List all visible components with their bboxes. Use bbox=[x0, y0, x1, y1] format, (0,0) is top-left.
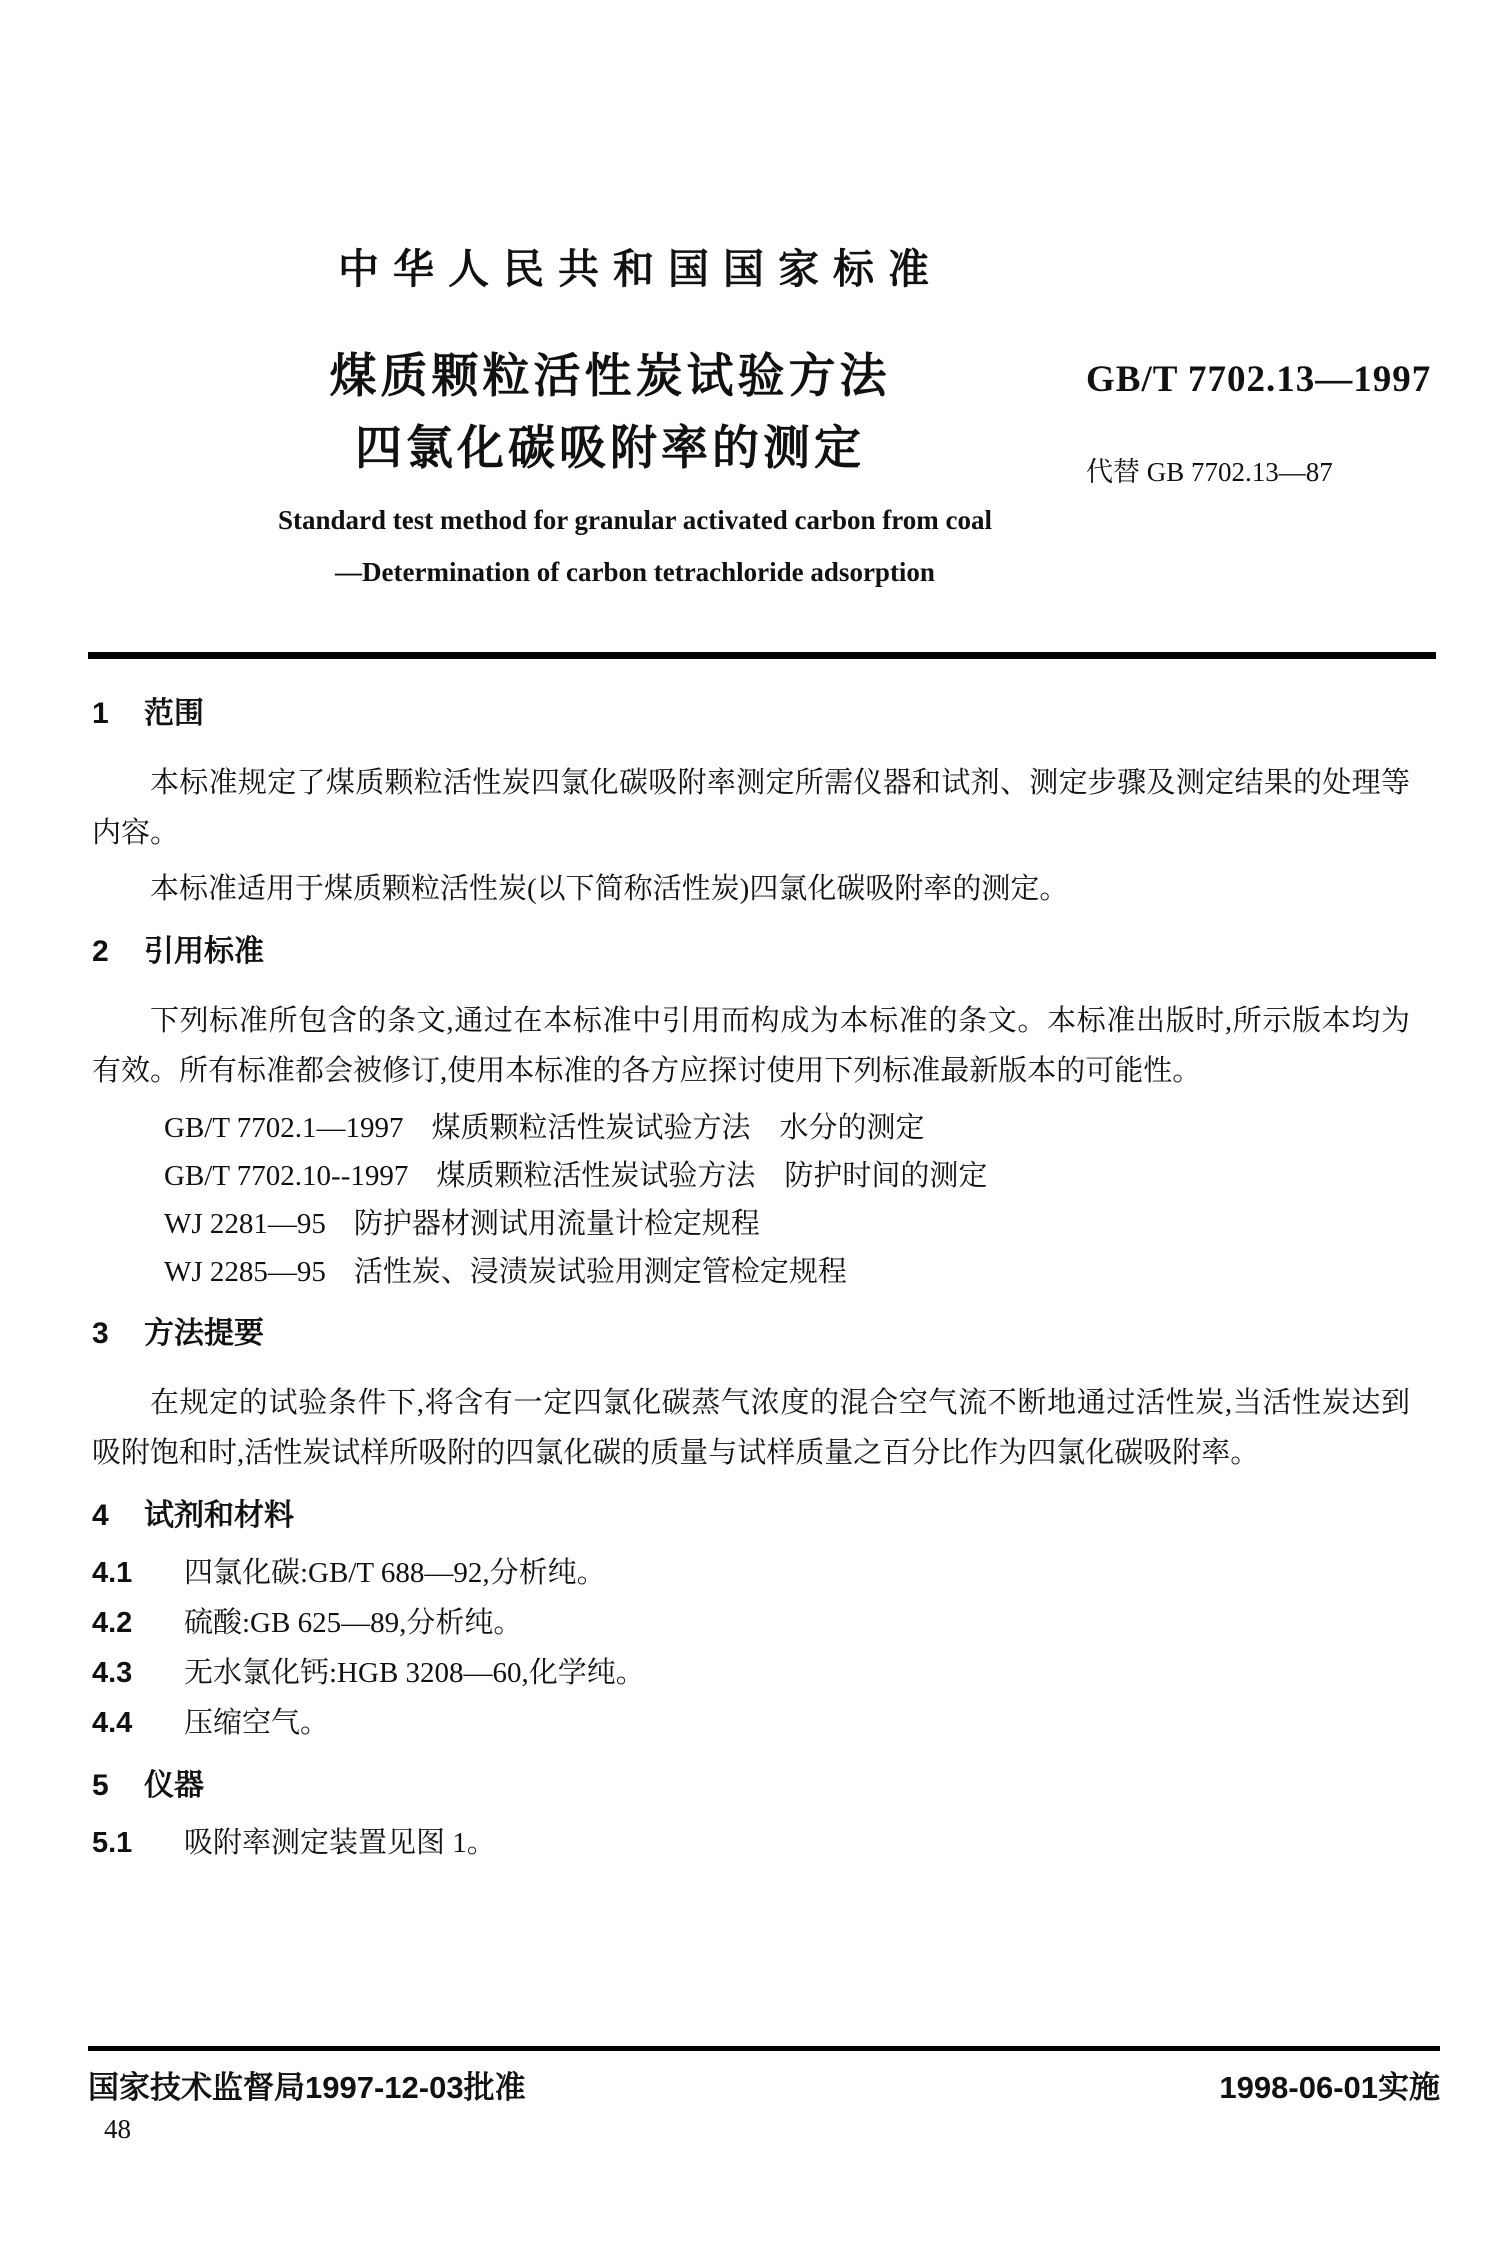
replaces-note: 代替 GB 7702.13—87 bbox=[1086, 457, 1333, 487]
reference-name: 煤质颗粒活性炭试验方法 防护时间的测定 bbox=[436, 1160, 988, 1192]
section-1-heading bbox=[92, 696, 1436, 732]
clause-item bbox=[92, 1648, 1436, 1698]
footer-divider bbox=[88, 2046, 1440, 2051]
section-3-number: 3 bbox=[92, 1317, 109, 1350]
reference-item bbox=[164, 1152, 1436, 1200]
section-3-title: 方法提要 bbox=[144, 1317, 264, 1350]
reference-item bbox=[164, 1104, 1436, 1152]
section-4-title: 试剂和材料 bbox=[144, 1499, 294, 1532]
document-title-zh bbox=[245, 340, 975, 484]
reference-list bbox=[164, 1104, 1436, 1296]
clause-text: 压缩空气。 bbox=[184, 1707, 330, 1739]
page-number: 48 bbox=[104, 2114, 131, 2144]
clause-item bbox=[92, 1598, 1436, 1648]
section-5-heading bbox=[92, 1768, 1436, 1804]
section-3-heading bbox=[92, 1316, 1436, 1352]
reference-name: 防护器材测试用流量计检定规程 bbox=[353, 1208, 760, 1240]
section-5-title: 仪器 bbox=[144, 1769, 204, 1802]
clause-number: 4.1 bbox=[92, 1557, 133, 1589]
national-standard-label: 中华人民共和国国家标准 bbox=[338, 246, 943, 292]
clause-number: 4.3 bbox=[92, 1657, 133, 1689]
approval-note: 国家技术监督局1997-12-03批准 bbox=[88, 2070, 526, 2105]
reference-item bbox=[164, 1200, 1436, 1248]
document-title-en bbox=[140, 494, 1130, 598]
document-body bbox=[92, 696, 1436, 1868]
clause-text: 无水氯化钙:HGB 3208—60,化学纯。 bbox=[184, 1657, 645, 1689]
section-4-heading bbox=[92, 1498, 1436, 1534]
reference-code: WJ 2285—95 bbox=[164, 1256, 326, 1288]
clause-number: 4.2 bbox=[92, 1607, 133, 1639]
clause-text: 硫酸:GB 625—89,分析纯。 bbox=[184, 1607, 523, 1639]
reference-name: 煤质颗粒活性炭试验方法 水分的测定 bbox=[431, 1112, 925, 1144]
clause-number: 4.4 bbox=[92, 1707, 133, 1739]
title-zh-line1: 煤质颗粒活性炭试验方法 bbox=[329, 349, 891, 402]
title-zh-line2: 四氯化碳吸附率的测定 bbox=[355, 421, 865, 474]
effective-note: 1998-06-01实施 bbox=[1219, 2070, 1440, 2105]
title-en-line1: Standard test method for granular activated carbon from coal bbox=[278, 505, 992, 535]
section-3-paragraph-1: 在规定的试验条件下,将含有一定四氯化碳蒸气浓度的混合空气流不断地通过活性炭,当活性炭达到吸附饱和时,活性炭试样所吸附的四氯化碳的质量与试样质量之百分比作为四氯化碳吸附率。 bbox=[92, 1387, 1410, 1469]
clause-item bbox=[92, 1548, 1436, 1598]
reference-code: GB/T 7702.1—1997 bbox=[164, 1112, 404, 1144]
footer bbox=[88, 2062, 1440, 2107]
reference-code: GB/T 7702.10--1997 bbox=[164, 1160, 409, 1192]
section-1-title: 范围 bbox=[144, 697, 204, 730]
clause-text: 四氯化碳:GB/T 688—92,分析纯。 bbox=[184, 1557, 606, 1589]
reference-code: WJ 2281—95 bbox=[164, 1208, 326, 1240]
section-1-paragraph-1: 本标准规定了煤质颗粒活性炭四氯化碳吸附率测定所需仪器和试剂、测定步骤及测定结果的处理等内容。 bbox=[92, 767, 1410, 849]
section-2-number: 2 bbox=[92, 935, 109, 968]
section-5-number: 5 bbox=[92, 1769, 109, 1802]
clause-text: 吸附率测定装置见图 1。 bbox=[184, 1827, 496, 1859]
section-1-paragraph-2: 本标准适用于煤质颗粒活性炭(以下简称活性炭)四氯化碳吸附率的测定。 bbox=[150, 873, 1069, 905]
reference-name: 活性炭、浸渍炭试验用测定管检定规程 bbox=[353, 1256, 847, 1288]
section-1-number: 1 bbox=[92, 697, 109, 730]
header-divider bbox=[88, 652, 1436, 659]
section-2-paragraph-1: 下列标准所包含的条文,通过在本标准中引用而构成为本标准的条文。本标准出版时,所示版本均为有效。所有标准都会被修订,使用本标准的各方应探讨使用下列标准最新版本的可能性。 bbox=[92, 1005, 1410, 1087]
clause-item bbox=[92, 1698, 1436, 1748]
clause-number: 5.1 bbox=[92, 1827, 133, 1859]
section-4-number: 4 bbox=[92, 1499, 109, 1532]
standard-code: GB/T 7702.13—1997 bbox=[1086, 359, 1432, 400]
clause-list-4 bbox=[92, 1548, 1436, 1748]
clause-list-5 bbox=[92, 1818, 1436, 1868]
reference-item bbox=[164, 1248, 1436, 1296]
clause-item bbox=[92, 1818, 1436, 1868]
section-2-heading bbox=[92, 934, 1436, 970]
section-2-title: 引用标准 bbox=[144, 935, 264, 968]
title-en-line2: —Determination of carbon tetrachloride adsorption bbox=[335, 557, 935, 587]
